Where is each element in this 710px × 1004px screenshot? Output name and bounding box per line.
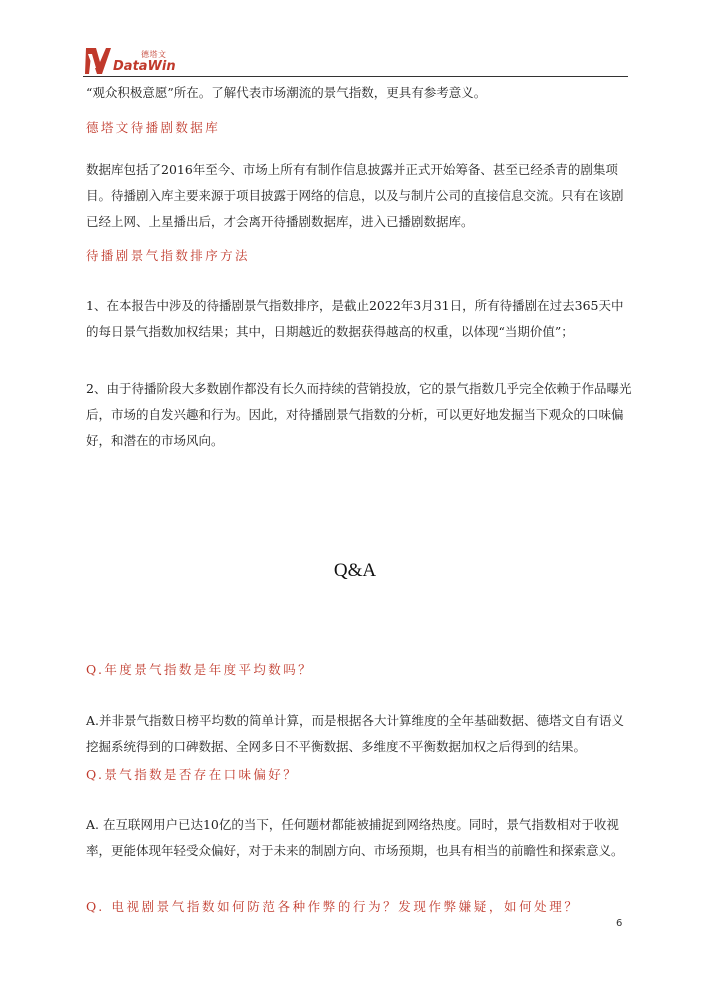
intro-line: “观众积极意愿”所在。了解代表市场潮流的景气指数，更具有参考意义。 <box>86 85 487 100</box>
database-paragraph: 数据库包括了2016年至今、市场上所有有制作信息披露并正式开始筹备、甚至已经杀青的剧集项目。待播剧入库主要来源于项目披露于网络的信息，以及与制片公司的直接信息交流。只有在该剧已经上网、上星播出后，才会离开待播剧数据库，进入已播剧数据库。 <box>86 162 624 229</box>
header-divider <box>83 76 628 77</box>
datawin-logo <box>83 44 176 78</box>
method-item-1: 1、在本报告中涉及的待播剧景气指数排序，是截止2022年3月31日，所有待播剧在过去365天中的每日景气指数加权结果；其中，日期越近的数据获得越高的权重，以体现“当期价值”； <box>86 298 624 339</box>
section-heading-database: 德塔文待播剧数据库 <box>86 120 221 135</box>
method-item-2: 2、由于待播阶段大多数剧作都没有长久而持续的营销投放，它的景气指数几乎完全依赖于作品曝光后，市场的自发兴趣和行为。因此，对待播剧景气指数的分析，可以更好地发掘当下观众的口味偏好，和潜在的市场风向。 <box>86 381 632 448</box>
logo-english-text: DataWin <box>113 59 176 74</box>
page-number: 6 <box>616 918 623 929</box>
question-2: Q.景气指数是否存在口味偏好？ <box>86 767 299 782</box>
qa-title: Q&A <box>333 560 377 581</box>
answer-2: A. 在互联网用户已达10亿的当下，任何题材都能被捕捉到网络热度。同时，景气指数相对于收视率，更能体现年轻受众偏好，对于未来的制剧方向、市场预期，也具有相当的前瞻性和探索意义。 <box>86 817 624 858</box>
logo-chinese-text: 德塔文 <box>141 50 167 59</box>
answer-1: A.并非景气指数日榜平均数的简单计算，而是根据各大计算维度的全年基础数据、德塔文自有语义挖掘系统得到的口碑数据、全网多日不平衡数据、多维度不平衡数据加权之后得到的结果。 <box>86 713 625 754</box>
logo-mark-icon <box>83 44 115 76</box>
question-1: Q.年度景气指数是年度平均数吗？ <box>86 662 313 677</box>
section-heading-method: 待播剧景气指数排序方法 <box>86 248 250 263</box>
question-3: Q. 电视剧景气指数如何防范各种作弊的行为？发现作弊嫌疑，如何处理？ <box>86 899 580 914</box>
